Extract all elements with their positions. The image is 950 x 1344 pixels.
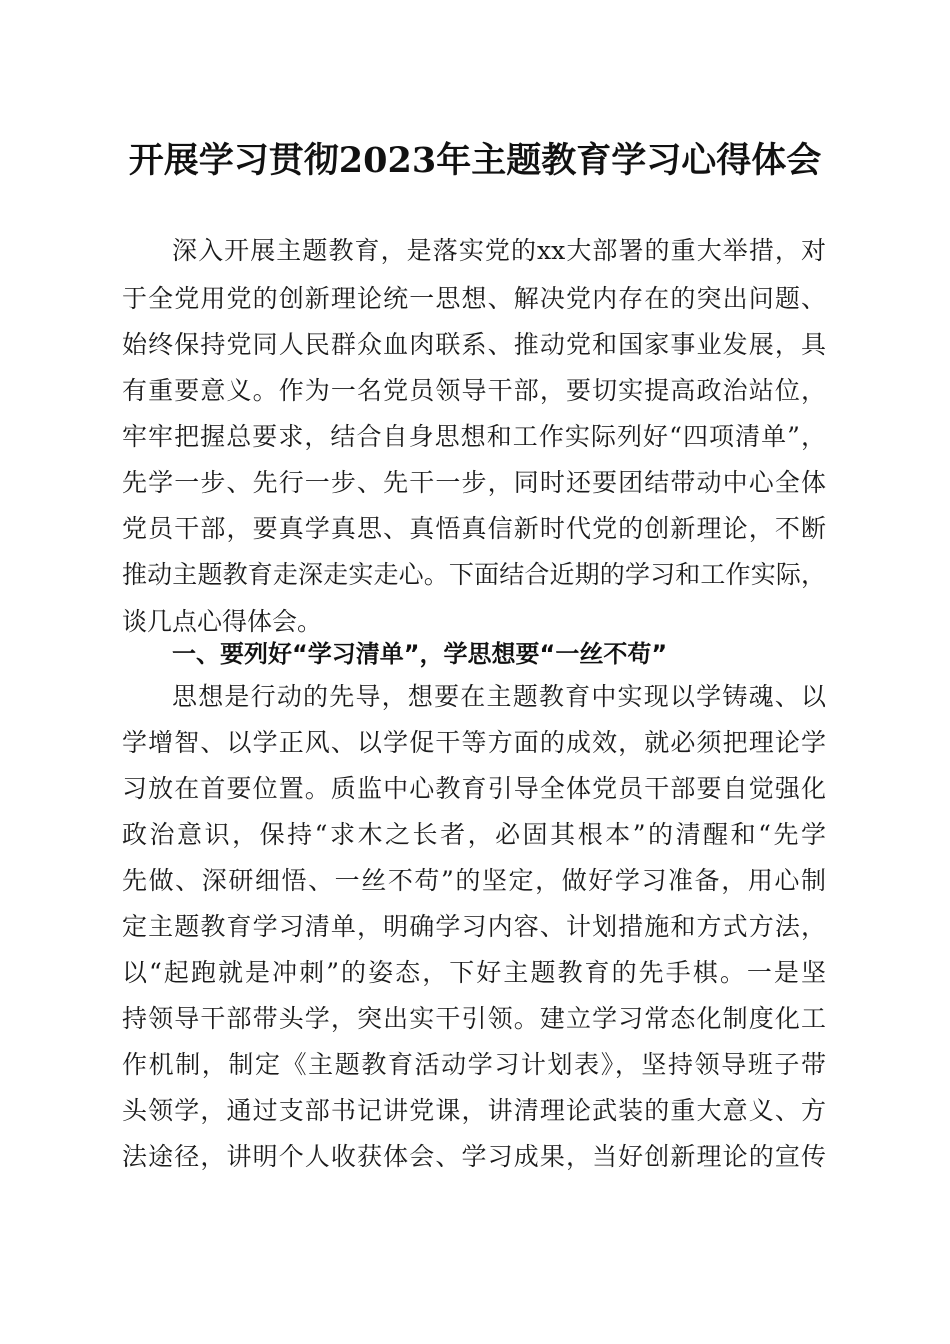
paragraph-line: 作机制，制定《主题教育活动学习计划表》，坚持领导班子带 — [122, 1050, 826, 1079]
paragraph-line: 头领学，通过支部书记讲党课，讲清理论武装的重大意义、方 — [122, 1096, 826, 1125]
paragraph-line: 有重要意义。作为一名党员领导干部，要切实提高政治站位， — [122, 376, 826, 405]
paragraph-line: 持领导干部带头学，突出实干引领。建立学习常态化制度化工 — [122, 1004, 826, 1033]
paragraph-line: 党员干部，要真学真思、真悟真信新时代党的创新理论，不断 — [122, 514, 826, 543]
paragraph-line: 深入开展主题教育，是落实党的xx大部署的重大举措，对 — [172, 236, 826, 265]
paragraph-line: 学增智、以学正风、以学促干等方面的成效，就必须把理论学 — [122, 728, 826, 757]
paragraph-line: 思想是行动的先导，想要在主题教育中实现以学铸魂、以 — [172, 682, 826, 711]
paragraph-line: 定主题教育学习清单，明确学习内容、计划措施和方式方法， — [122, 912, 826, 941]
paragraph-line: 始终保持党同人民群众血肉联系、推动党和国家事业发展，具 — [122, 330, 826, 359]
paragraph-line: 习放在首要位置。质监中心教育引导全体党员干部要自觉强化 — [122, 774, 826, 803]
paragraph-line: 于全党用党的创新理论统一思想、解决党内存在的突出问题、 — [122, 284, 826, 313]
paragraph-line: 谈几点心得体会。 — [122, 607, 323, 636]
paragraph-line: 法途径，讲明个人收获体会、学习成果，当好创新理论的宣传 — [122, 1142, 826, 1171]
paragraph-line: 先做、深研细悟、一丝不苟”的坚定，做好学习准备，用心制 — [122, 866, 826, 895]
paragraph-line: 以“起跑就是冲刺”的姿态，下好主题教育的先手棋。一是坚 — [122, 958, 826, 987]
paragraph-line: 牢牢把握总要求，结合自身思想和工作实际列好“四项清单”， — [122, 422, 826, 451]
document-title: 开展学习贯彻2023年主题教育学习心得体会 — [128, 140, 822, 181]
paragraph-line: 政治意识，保持“求木之长者，必固其根本”的清醒和“先学 — [122, 820, 826, 849]
section-heading: 一、要列好“学习清单”，学思想要“一丝不苟” — [172, 640, 668, 668]
paragraph-line: 先学一步、先行一步、先干一步，同时还要团结带动中心全体 — [122, 468, 826, 497]
paragraph-line: 推动主题教育走深走实走心。下面结合近期的学习和工作实际， — [122, 560, 826, 589]
